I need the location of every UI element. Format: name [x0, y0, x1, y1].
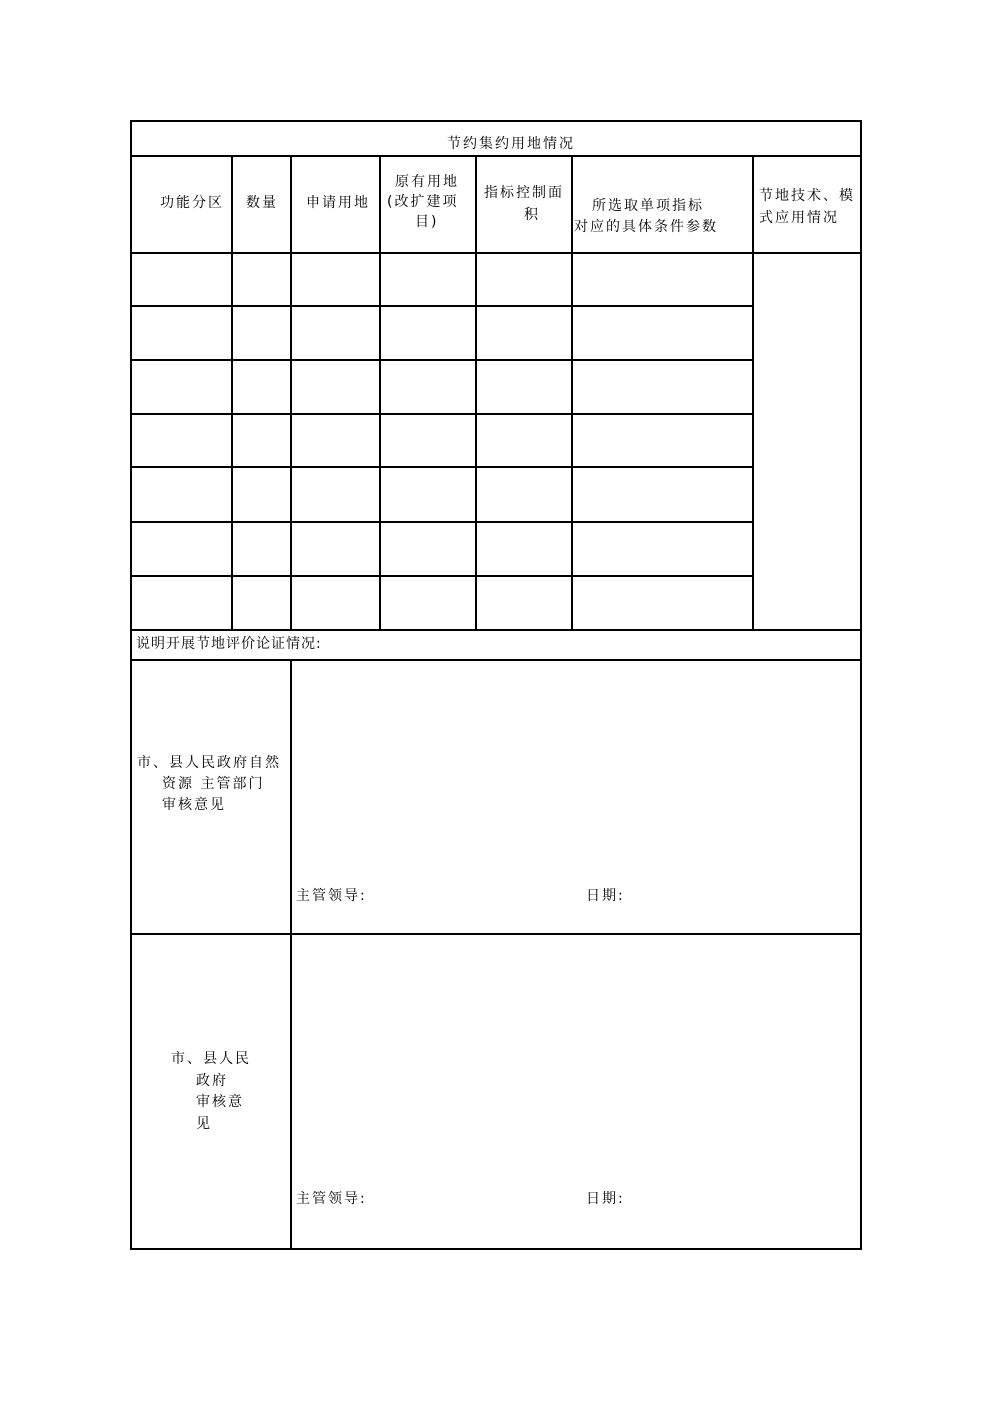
cell-selected-index-params[interactable] [573, 523, 752, 575]
cell-original-land[interactable] [381, 361, 475, 413]
cell-index-control-area[interactable] [477, 577, 571, 629]
dept-leader-label: 主管领导: [296, 888, 367, 904]
cell-original-land[interactable] [381, 415, 475, 466]
table-title: 节约集约用地情况 [447, 136, 575, 152]
gov-date-label: 日期: [586, 1191, 625, 1207]
cell-selected-index-params[interactable] [573, 468, 752, 521]
cell-original-land[interactable] [381, 577, 475, 629]
header-original-land-line1: 原有用地 [395, 174, 459, 190]
dept-date-field[interactable] [632, 884, 852, 908]
cell-selected-index-params[interactable] [573, 307, 752, 359]
gov-leader-field[interactable] [375, 1187, 575, 1211]
cell-functional-zone[interactable] [132, 307, 231, 359]
cell-original-land[interactable] [381, 523, 475, 575]
header-tech-mode-line2: 式应用情况 [759, 210, 839, 226]
dept-review-label-line1: 市、县人民政府自然 [137, 755, 281, 771]
cell-selected-index-params[interactable] [573, 254, 752, 305]
gov-review-label-line2: 政府 [196, 1073, 228, 1089]
header-tech-mode-line1: 节地技术、模 [759, 188, 855, 204]
cell-applied-land[interactable] [292, 254, 379, 305]
gov-review-label-line1: 市、县人民 [171, 1051, 251, 1067]
dept-review-opinion-area[interactable] [294, 663, 858, 868]
header-functional-zone: 功能分区 [160, 195, 224, 211]
header-original-land-line3: 目) [415, 214, 439, 230]
dept-review-label-line2: 资源 主管部门 [162, 776, 265, 792]
cell-index-control-area[interactable] [477, 523, 571, 575]
cell-index-control-area[interactable] [477, 307, 571, 359]
cell-selected-index-params[interactable] [573, 577, 752, 629]
cell-quantity[interactable] [233, 577, 290, 629]
cell-quantity[interactable] [233, 254, 290, 305]
dept-leader-field[interactable] [375, 884, 575, 908]
gov-review-label-line3: 审核意 [196, 1094, 244, 1110]
cell-index-control-area[interactable] [477, 254, 571, 305]
cell-applied-land[interactable] [292, 577, 379, 629]
header-applied-land: 申请用地 [306, 195, 370, 211]
cell-quantity[interactable] [233, 361, 290, 413]
dept-review-label-line3: 审核意见 [162, 797, 226, 813]
cell-original-land[interactable] [381, 468, 475, 521]
dept-date-label: 日期: [586, 888, 625, 904]
cell-original-land[interactable] [381, 254, 475, 305]
cell-index-control-area[interactable] [477, 361, 571, 413]
gov-review-label-line4: 见 [196, 1116, 212, 1132]
evaluation-label: 说明开展节地评价论证情况: [136, 636, 322, 652]
cell-selected-index-params[interactable] [573, 415, 752, 466]
cell-applied-land[interactable] [292, 307, 379, 359]
cell-applied-land[interactable] [292, 523, 379, 575]
cell-functional-zone[interactable] [132, 254, 231, 305]
cell-index-control-area[interactable] [477, 468, 571, 521]
header-quantity: 数量 [246, 195, 278, 211]
review-col-divider [290, 659, 292, 1250]
header-original-land-line2: (改扩建项 [387, 194, 459, 210]
cell-quantity[interactable] [233, 523, 290, 575]
cell-tech-mode-merged[interactable] [754, 254, 860, 629]
cell-applied-land[interactable] [292, 468, 379, 521]
evaluation-divider [130, 659, 862, 661]
header-index-control-area-line1: 指标控制面 [484, 185, 564, 201]
cell-applied-land[interactable] [292, 415, 379, 466]
cell-quantity[interactable] [233, 415, 290, 466]
gov-leader-label: 主管领导: [296, 1191, 367, 1207]
gov-date-field[interactable] [632, 1187, 852, 1211]
cell-selected-index-params[interactable] [573, 361, 752, 413]
cell-functional-zone[interactable] [132, 415, 231, 466]
header-selected-index-line1: 所选取单项指标 [592, 198, 704, 214]
cell-applied-land[interactable] [292, 361, 379, 413]
cell-functional-zone[interactable] [132, 468, 231, 521]
cell-quantity[interactable] [233, 307, 290, 359]
cell-functional-zone[interactable] [132, 577, 231, 629]
review-divider [130, 933, 862, 935]
cell-original-land[interactable] [381, 307, 475, 359]
cell-functional-zone[interactable] [132, 361, 231, 413]
header-selected-index-line2: 对应的具体条件参数 [574, 219, 718, 235]
header-index-control-area-line2: 积 [524, 207, 540, 223]
cell-index-control-area[interactable] [477, 415, 571, 466]
cell-functional-zone[interactable] [132, 523, 231, 575]
cell-quantity[interactable] [233, 468, 290, 521]
gov-review-opinion-area[interactable] [294, 937, 858, 1172]
